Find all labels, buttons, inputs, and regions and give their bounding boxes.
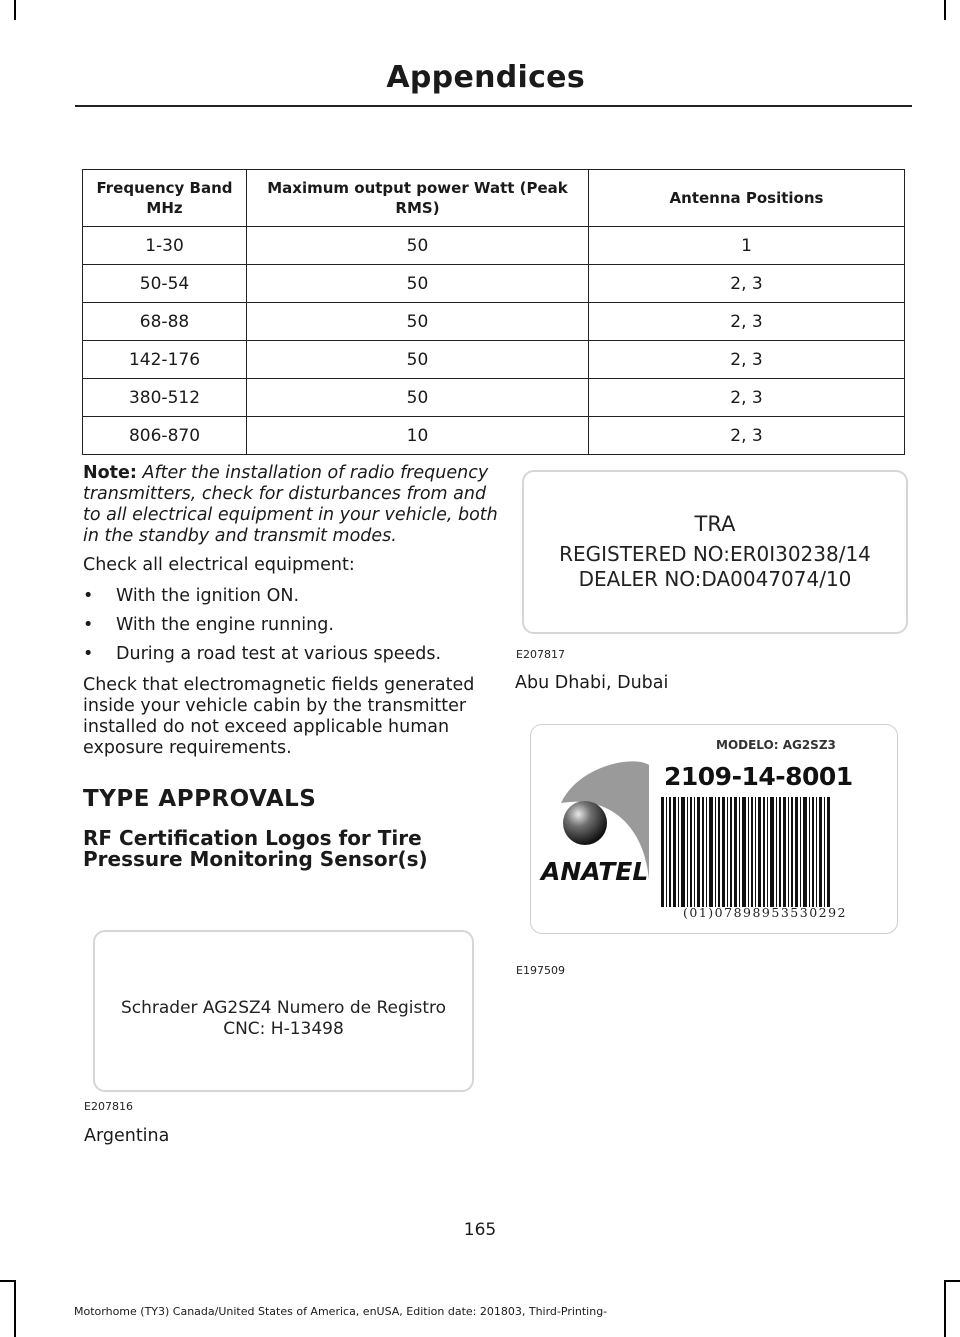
table-row xyxy=(83,303,905,341)
table-cell: 50 xyxy=(247,341,589,379)
bullet-icon: • xyxy=(83,615,94,635)
column-header-frequency: Frequency Band MHz xyxy=(83,170,247,227)
list-item-text: With the ignition ON. xyxy=(116,586,300,606)
crop-mark-bottom-left xyxy=(14,1280,16,1337)
anatel-logo-text: ANATEL xyxy=(541,857,649,886)
table-cell: 2, 3 xyxy=(589,379,905,417)
list-item xyxy=(83,644,508,665)
table-cell: 50-54 xyxy=(83,265,247,303)
table-cell: 50 xyxy=(247,227,589,265)
argentina-caption: Argentina xyxy=(84,1126,170,1146)
table-row xyxy=(83,379,905,417)
bullet-icon: • xyxy=(83,644,94,664)
tra-label-line1: TRA xyxy=(694,512,736,536)
crop-mark-top-left xyxy=(14,0,16,20)
table-cell: 68-88 xyxy=(83,303,247,341)
table-header-row xyxy=(83,170,905,227)
footer-edition-text: Motorhome (TY3) Canada/United States of America, enUSA, Edition date: 201803, Third-Printing- xyxy=(74,1305,608,1318)
table-cell: 2, 3 xyxy=(589,341,905,379)
anatel-label-image xyxy=(530,724,898,934)
page-title: Appendices xyxy=(386,60,585,95)
tra-caption: Abu Dhabi, Dubai xyxy=(515,673,669,693)
barcode-icon xyxy=(661,797,831,907)
list-item xyxy=(83,615,508,636)
page-number: 165 xyxy=(463,1220,497,1240)
note-label: Note: xyxy=(83,463,137,483)
note-paragraph xyxy=(83,463,508,547)
table-cell: 1 xyxy=(589,227,905,265)
tra-label-line2: REGISTERED NO:ER0I30238/14 xyxy=(559,542,871,566)
table-cell: 10 xyxy=(247,417,589,455)
table-cell: 806-870 xyxy=(83,417,247,455)
anatel-number: 2109-14-8001 xyxy=(664,762,853,791)
table-cell: 2, 3 xyxy=(589,265,905,303)
table-row xyxy=(83,341,905,379)
crop-mark-bottom-right-h xyxy=(944,1280,960,1282)
argentina-label-line2: CNC: H-13498 xyxy=(223,1019,344,1039)
list-item-text: With the engine running. xyxy=(116,615,334,635)
crop-mark-bottom-left-h xyxy=(0,1280,16,1282)
table-cell: 50 xyxy=(247,379,589,417)
argentina-label-image xyxy=(93,930,474,1092)
tra-label-image xyxy=(522,470,908,634)
table-row xyxy=(83,265,905,303)
table-row xyxy=(83,227,905,265)
anatel-barcode-text: (01)07898953530292 xyxy=(683,905,847,920)
table-cell: 2, 3 xyxy=(589,303,905,341)
bullet-icon: • xyxy=(83,586,94,606)
left-column xyxy=(83,463,508,870)
check-list xyxy=(83,586,508,665)
list-item xyxy=(83,586,508,607)
argentina-label-line1: Schrader AG2SZ4 Numero de Registro xyxy=(120,998,447,1018)
table-cell: 50 xyxy=(247,303,589,341)
argentina-image-code: E207816 xyxy=(84,1100,133,1113)
crop-mark-bottom-right xyxy=(944,1280,946,1337)
list-item-text: During a road test at various speeds. xyxy=(116,644,442,664)
table-cell: 2, 3 xyxy=(589,417,905,455)
table-cell: 1-30 xyxy=(83,227,247,265)
anatel-image-code: E197509 xyxy=(516,964,565,977)
table-cell: 50 xyxy=(247,265,589,303)
table-cell: 380-512 xyxy=(83,379,247,417)
tra-label-line3: DEALER NO:DA0047074/10 xyxy=(578,567,852,591)
exposure-paragraph: Check that electromagnetic fields generated inside your vehicle cabin by the transmitter installed do not exceed applicable human exposure requirements. xyxy=(83,675,475,758)
table-row xyxy=(83,417,905,455)
column-header-antenna: Antenna Positions xyxy=(589,170,905,227)
header-divider xyxy=(75,105,912,107)
column-header-power: Maximum output power Watt (Peak RMS) xyxy=(247,170,589,227)
rf-certification-heading: RF Certification Logos for Tire Pressure Monitoring Sensor(s) xyxy=(83,826,428,871)
check-intro: Check all electrical equipment: xyxy=(83,555,355,575)
type-approvals-heading: TYPE APPROVALS xyxy=(83,786,317,812)
tra-image-code: E207817 xyxy=(516,648,565,661)
note-text: After the installation of radio frequency transmitters, check for disturbances from and to all electrical equipment in your vehicle, both in the standby and transmit modes. xyxy=(83,463,498,546)
frequency-table xyxy=(82,169,905,455)
crop-mark-top-right xyxy=(944,0,946,20)
table-cell: 142-176 xyxy=(83,341,247,379)
anatel-modelo: MODELO: AG2SZ3 xyxy=(716,738,836,752)
